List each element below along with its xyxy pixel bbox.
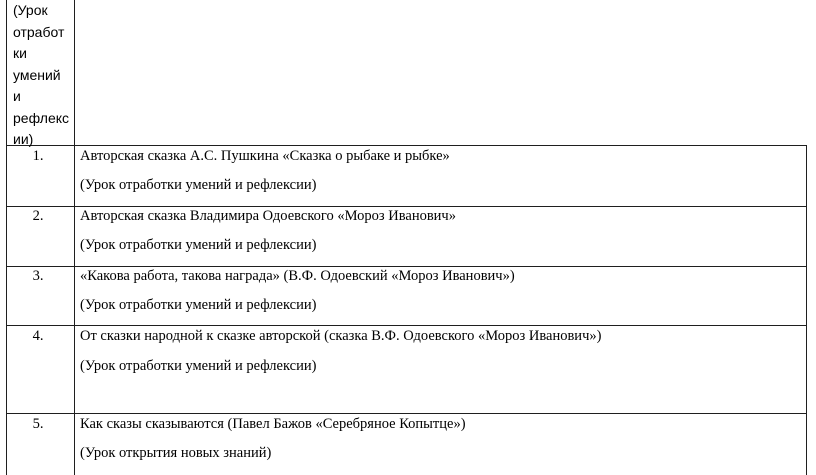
continued-line: отработ [13, 23, 65, 40]
row-divider [6, 145, 807, 146]
row-divider [6, 266, 807, 267]
row-number: 3. [32, 268, 44, 284]
lesson-type: (Урок отработки умений и рефлексии) [80, 297, 317, 313]
row-divider [6, 413, 807, 414]
lesson-title: От сказки народной к сказке авторской (сказка В.Ф. Одоевского «Мороз Иванович») [80, 328, 602, 344]
lesson-title: «Какова работа, такова награда» (В.Ф. Одоевский «Мороз Иванович») [80, 268, 515, 284]
row-number: 5. [32, 416, 44, 432]
table-column-divider [74, 0, 75, 475]
lesson-title: Авторская сказка А.С. Пушкина «Сказка о рыбаке и рыбке» [80, 148, 450, 164]
continued-line: и [13, 88, 21, 104]
lesson-title: Авторская сказка Владимира Одоевского «Мороз Иванович» [80, 208, 456, 224]
lesson-type: (Урок отработки умений и рефлексии) [80, 237, 317, 253]
row-divider [6, 325, 807, 326]
continued-line: (Урок [13, 2, 48, 18]
row-number: 1. [32, 148, 44, 164]
continued-line: ки [13, 45, 27, 61]
row-number: 2. [32, 208, 44, 224]
lesson-title: Как сказы сказываются (Павел Бажов «Серебряное Копытце») [80, 416, 466, 432]
table-right-border [806, 145, 807, 475]
row-divider [6, 206, 807, 207]
lesson-type: (Урок открытия новых знаний) [80, 445, 272, 461]
continued-cell-text [13, 0, 71, 151]
continued-line: ии) [13, 131, 34, 147]
row-number: 4. [32, 328, 44, 344]
lesson-type: (Урок отработки умений и рефлексии) [80, 177, 317, 193]
continued-line: умений [13, 66, 61, 83]
table-left-border [6, 0, 7, 475]
lesson-type: (Урок отработки умений и рефлексии) [80, 358, 317, 374]
continued-line: рефлекс [13, 109, 70, 126]
